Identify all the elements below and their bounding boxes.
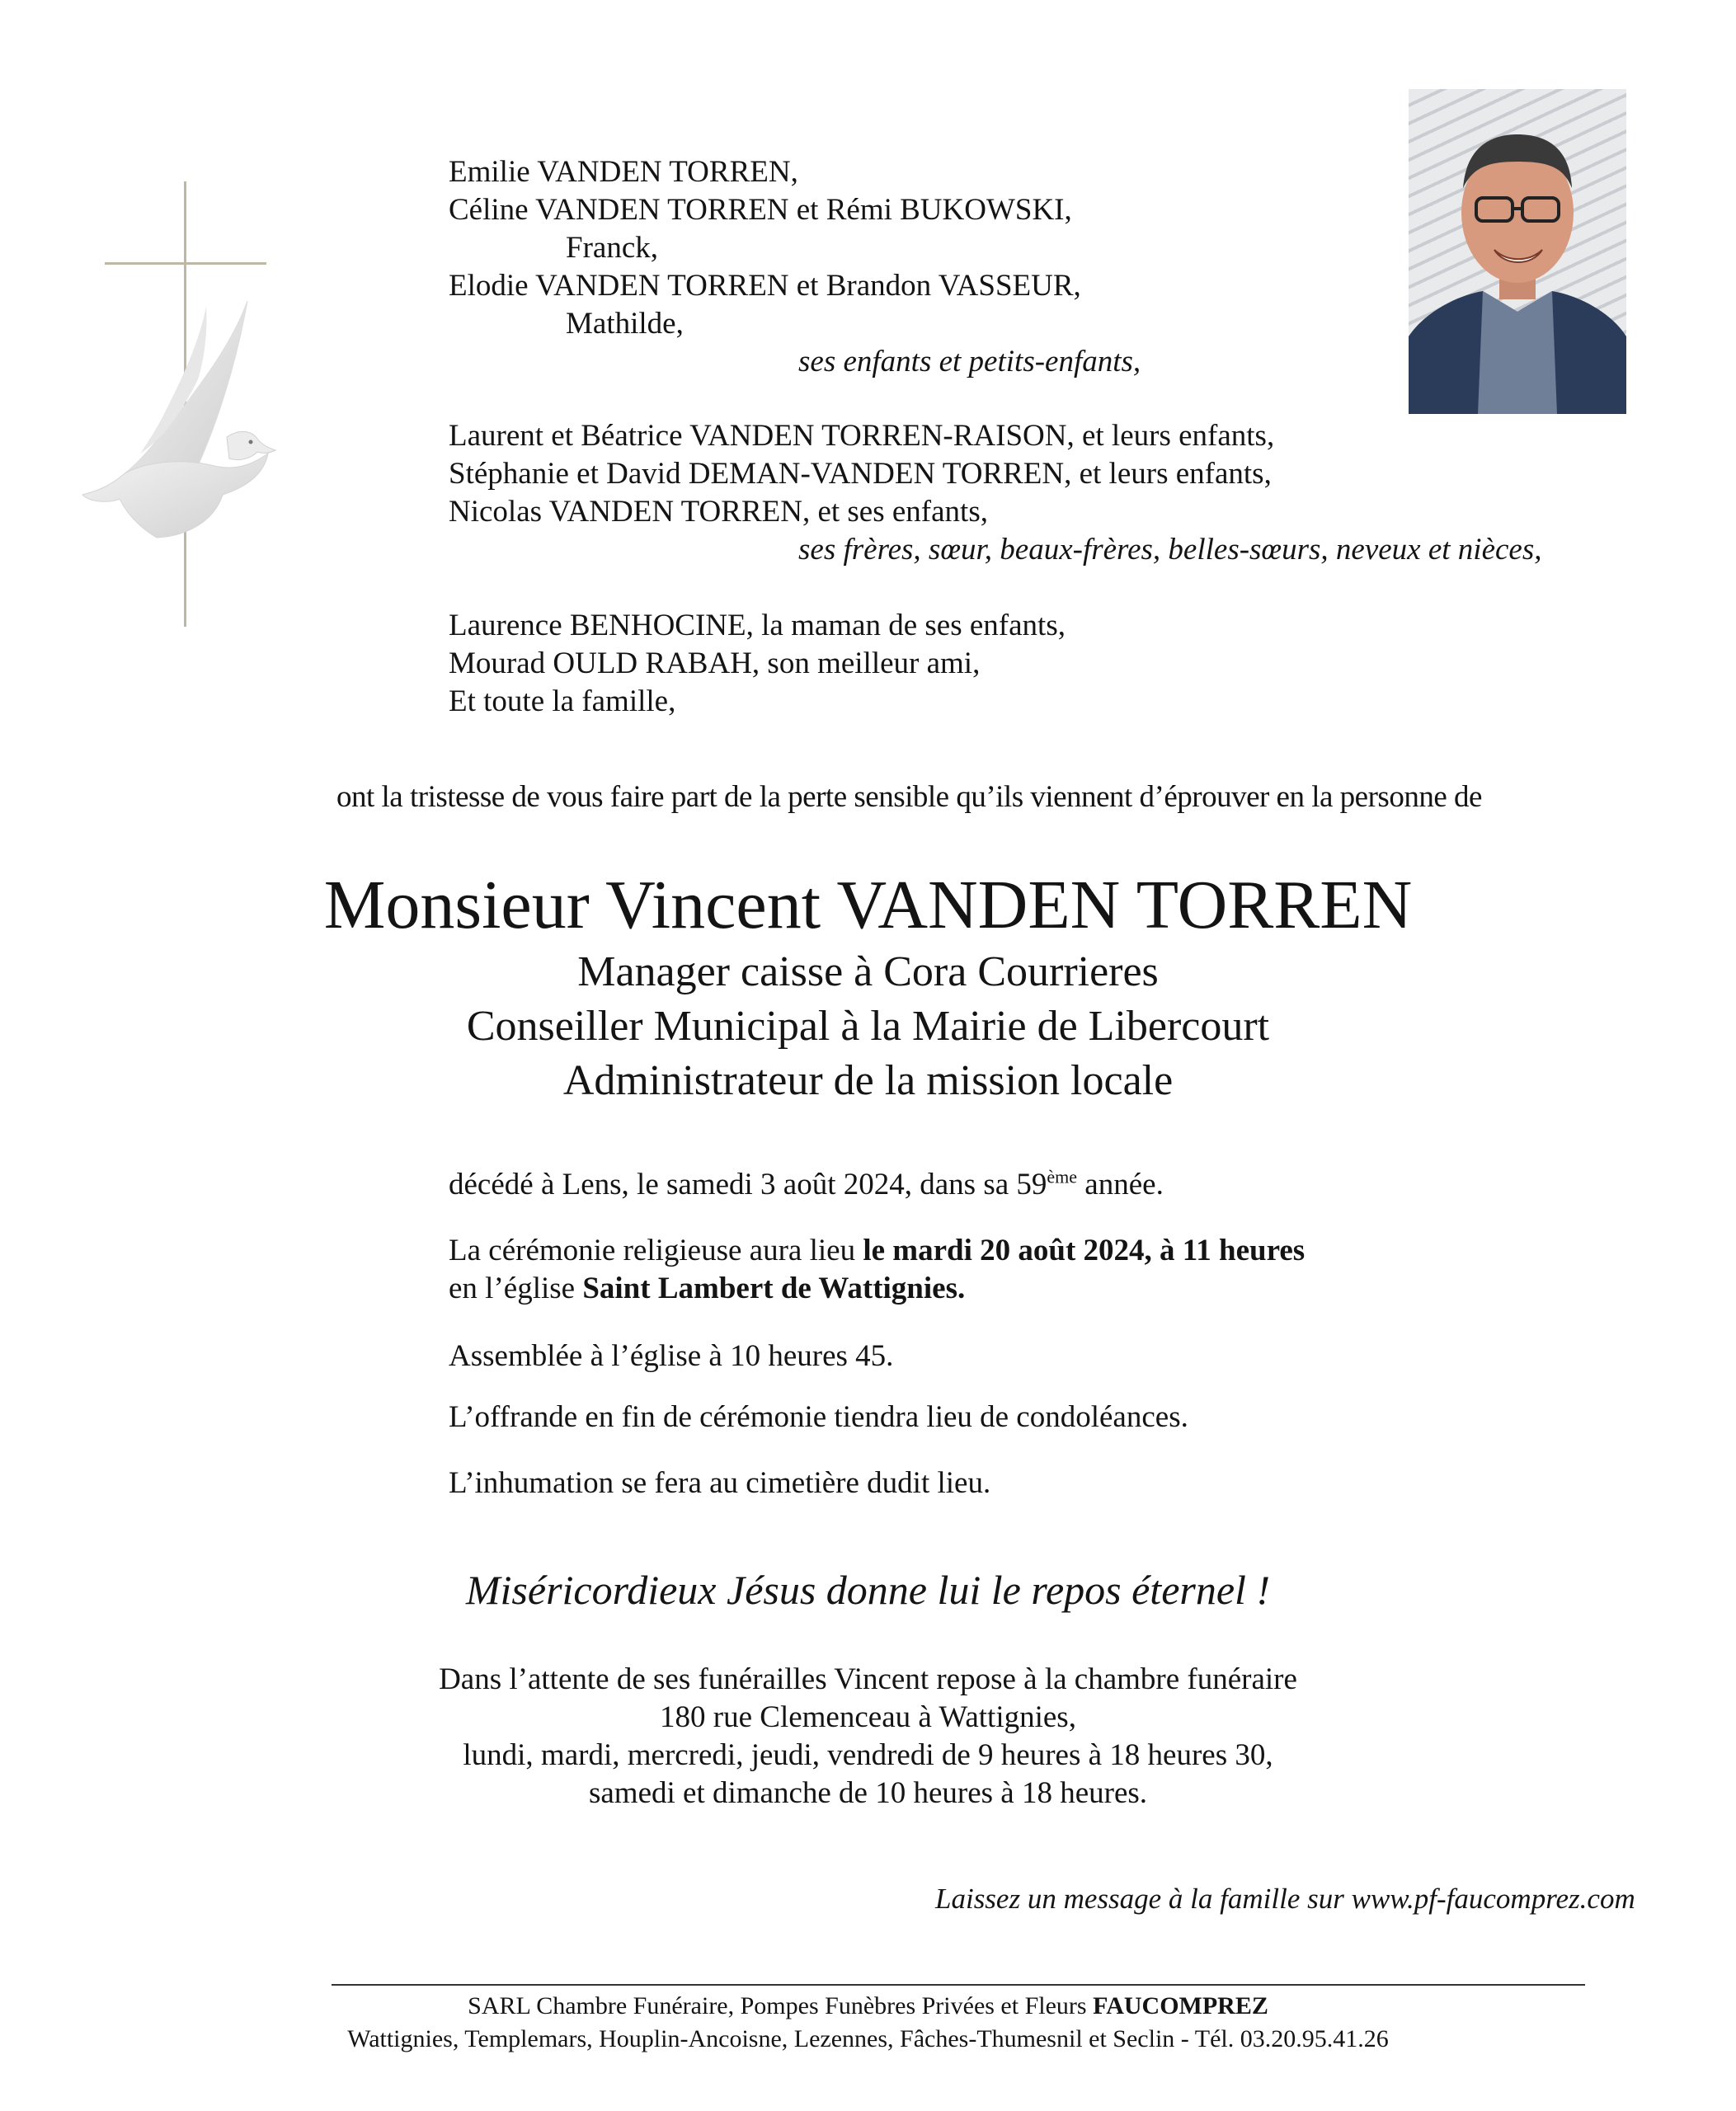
death-suffix: année. [1077, 1168, 1164, 1201]
family-grandchild-1: Franck, [566, 231, 658, 265]
children-caption: ses enfants et petits-enfants, [798, 345, 1141, 378]
family-other-1: Laurence BENHOCINE, la maman de ses enfants, [449, 609, 1066, 642]
visitation-2: 180 rue Clemenceau à Wattignies, [660, 1700, 1076, 1734]
announcement: ont la tristesse de vous faire part de la perte sensible qu’ils viennent d’éprouver en la personne de [336, 780, 1482, 814]
ceremony-place-prefix: en l’église [449, 1272, 583, 1305]
family-children-3: Elodie VANDEN TORREN et Brandon VASSEUR, [449, 269, 1081, 303]
death-sup: ème [1047, 1166, 1078, 1187]
family-other-2: Mourad OULD RABAH, son meilleur ami, [449, 646, 981, 680]
deceased-role-3: Administrateur de la mission locale [562, 1057, 1174, 1104]
ceremony-place-line [449, 1270, 965, 1308]
footer-company [0, 1991, 1736, 2022]
footer-divider [332, 1984, 1585, 1986]
family-sibling-1: Laurent et Béatrice VANDEN TORREN-RAISON, et leurs enfants, [449, 419, 1275, 453]
deceased-name: Monsieur Vincent VANDEN TORREN [323, 867, 1413, 943]
visitation-1: Dans l’attente de ses funérailles Vincent repose à la chambre funéraire [439, 1662, 1297, 1696]
prayer: Miséricordieux Jésus donne lui le repos éternel ! [465, 1567, 1271, 1613]
footer-brand: FAUCOMPREZ [1093, 1992, 1268, 2019]
footer-locations: Wattignies, Templemars, Houplin-Ancoisne, Lezennes, Fâches-Thumesnil et Seclin - Tél. 03.20.95.41.26 [347, 2025, 1389, 2052]
ceremony-date: le mardi 20 août 2024, à 11 heures [863, 1234, 1306, 1267]
deceased-role-2: Conseiller Municipal à la Mairie de Libercourt [466, 1003, 1270, 1050]
message-link[interactable]: Laissez un message à la famille sur www.pf-faucomprez.com [935, 1883, 1635, 1915]
offering: L’offrande en fin de cérémonie tiendra lieu de condoléances. [449, 1400, 1188, 1434]
family-sibling-2: Stéphanie et David DEMAN-VANDEN TORREN, et leurs enfants, [449, 457, 1272, 491]
family-sibling-3: Nicolas VANDEN TORREN, et ses enfants, [449, 495, 988, 529]
siblings-caption: ses frères, sœur, beaux-frères, belles-sœurs, neveux et nièces, [798, 533, 1542, 567]
deceased-role-1: Manager caisse à Cora Courrieres [577, 948, 1159, 995]
assembly: Assemblée à l’église à 10 heures 45. [449, 1339, 894, 1373]
death-notice [449, 1166, 1164, 1204]
visitation-4: samedi et dimanche de 10 heures à 18 heures. [588, 1776, 1148, 1810]
portrait-photo [1409, 89, 1626, 414]
family-children-2: Céline VANDEN TORREN et Rémi BUKOWSKI, [449, 193, 1072, 227]
family-children-1: Emilie VANDEN TORREN, [449, 155, 798, 189]
burial: L’inhumation se fera au cimetière dudit lieu. [449, 1466, 991, 1500]
ceremony-place: Saint Lambert de Wattignies. [582, 1272, 966, 1305]
family-grandchild-2: Mathilde, [566, 307, 684, 341]
cross-icon-bar [105, 262, 266, 265]
death-text: décédé à Lens, le samedi 3 août 2024, dans sa 59 [449, 1168, 1047, 1201]
dove-icon [74, 297, 289, 544]
ceremony-line [449, 1232, 1305, 1270]
visitation-3: lundi, mardi, mercredi, jeudi, vendredi de 9 heures à 18 heures 30, [463, 1738, 1273, 1772]
ceremony-prefix: La cérémonie religieuse aura lieu [449, 1234, 863, 1267]
family-other-3: Et toute la famille, [449, 684, 676, 718]
footer-company-text: SARL Chambre Funéraire, Pompes Funèbres Privées et Fleurs [468, 1992, 1094, 2019]
